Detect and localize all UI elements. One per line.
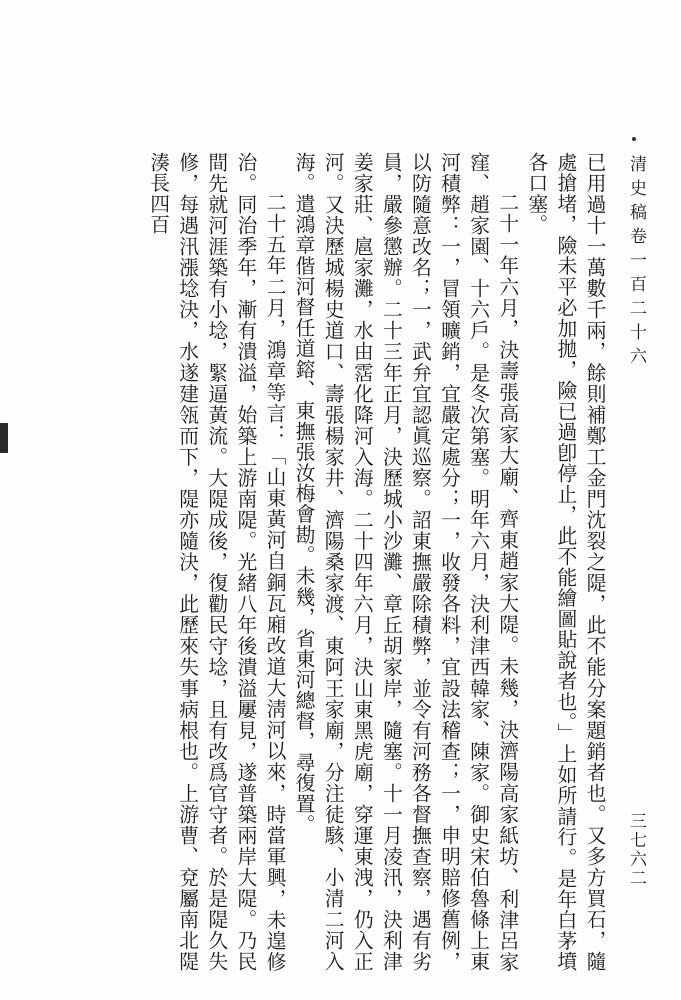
- page-number: 三七六二: [626, 812, 646, 888]
- paragraph: 二十五年二月，鴻章等言：「山東黃河自銅瓦廂改道大淸河以來，時當軍興，未遑修治。同治季年，漸有潰溢，始築上游南隄。光緒八年後潰溢屢見，遂普築兩岸大隄。乃民間先就河涯築有小埝，緊逼黃流。大隄成後，復勸民守埝，且有改爲官守者。於是隄久失修，每遇汛漲埝決，水遂建瓴而下，隄亦隨決，此歷來失事病根也。上游曹、兗屬南北隄湊長四百: [146, 152, 286, 972]
- paragraph: 二十一年六月，決壽張高家大廟、齊東趙家大隄。未幾，決濟陽高家紙坊、利津呂家窪、趙家園、十六戶。是冬次第塞。明年六月，決利津西韓家、陳家。御史宋伯魯條上東河積弊：一，冒領曠銷，宜嚴定處分；一，收發各料，宜設法稽查；一，申明賠修舊例，以防隨意改名；一，武弁宜認眞巡察。詔東撫嚴除積弊，並令有河務各督撫查察，遇有劣員，嚴參懲辦。二十三年正月，決歷城小沙灘、章丘胡家岸，隨塞。十一月凌汛，決利津姜家莊、扈家灘，水由霑化降河入海。二十四年六月，決山東黑虎廟，穿運東洩，仍入正河。又決歷城楊史道口、壽張楊家井、濟陽桑家渡、東阿王家廟，分注徒駭、小清二河入海。遣鴻章偕河督任道鎔、東撫張汝梅會勘。未幾，省東河總督，尋復置。: [292, 152, 519, 972]
- running-header-title: 清史稿卷一百二十六: [626, 155, 646, 371]
- body-text: [143, 152, 609, 972]
- binding-edge-mark: [0, 423, 8, 453]
- paragraph-continued: 已用過十一萬數千兩，餘則補鄭工金門沈裂之隄，此不能分案題銷者也。又多方買石，隨處搶堵，險未平必加拋，險已過卽停止，此不能繪圖貼說者也。」上如所請行。是年白茅墳各口塞。: [524, 152, 606, 972]
- header-dot-mark: [632, 137, 636, 141]
